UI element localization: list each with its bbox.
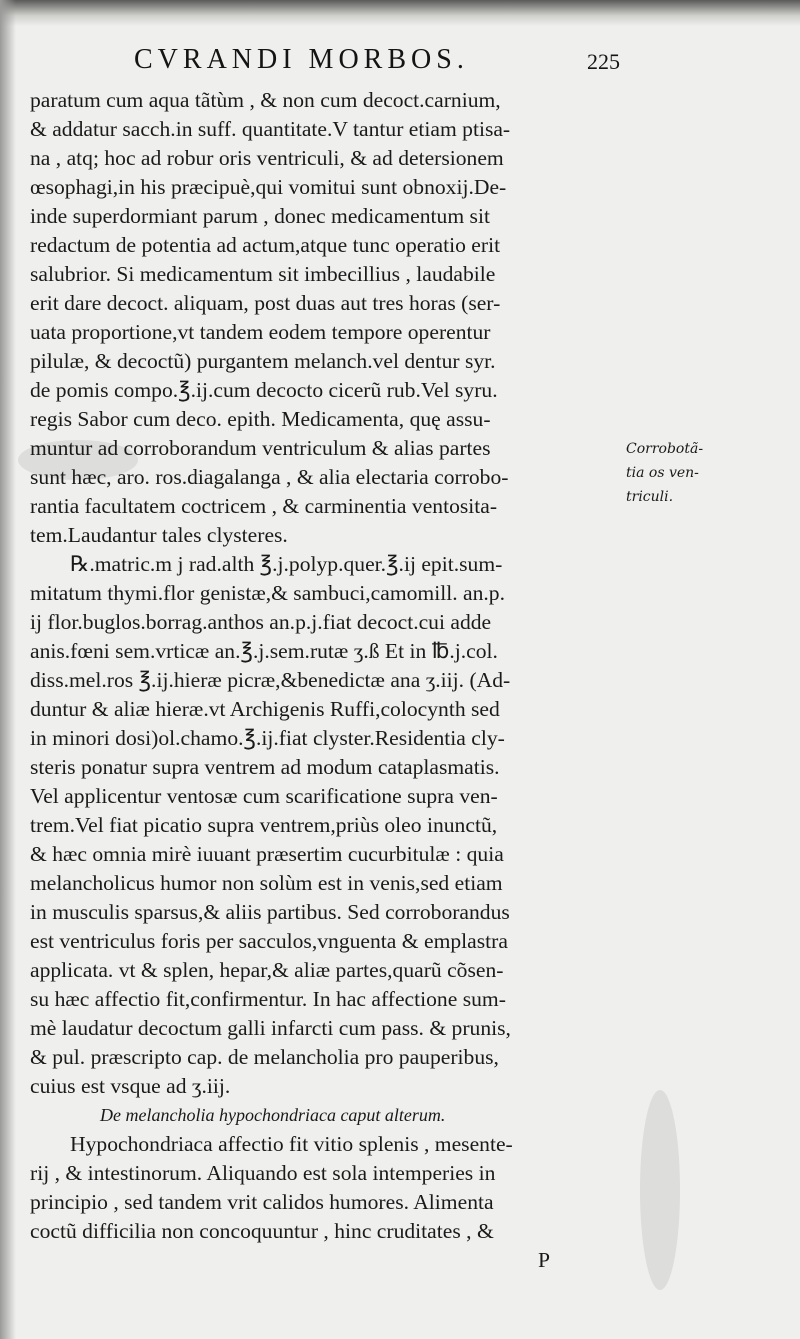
text-line: diss.mel.ros ℥.ij.hieræ picræ,&benedictæ ana ʒ.iij. (Ad- [30, 668, 511, 692]
text-line: salubrior. Si medicamentum sit imbecillius , laudabile [30, 262, 496, 286]
text-line: principio , sed tandem vrit calidos humores. Alimenta [30, 1190, 494, 1214]
text-line: regis Sabor cum deco. epith. Medicamenta, quę assu- [30, 407, 491, 431]
text-line: trem.Vel fiat picatio supra ventrem,priùs oleo inunctũ, [30, 813, 498, 837]
text-line: pilulæ, & decoctũ) purgantem melanch.vel dentur syr. [30, 349, 496, 373]
text-line: muntur ad corroborandum ventriculum & alias partes [30, 436, 491, 460]
text-line: & hæc omnia mirè iuuant præsertim cucurbitulæ : quia [30, 842, 504, 866]
text-line: su hæc affectio fit,confirmentur. In hac affectione sum- [30, 987, 506, 1011]
text-line: sunt hæc, aro. ros.diagalanga , & alia electaria corrobo- [30, 465, 509, 489]
text-line: inde superdormiant parum , donec medicamentum sit [30, 204, 490, 228]
text-line: duntur & aliæ hieræ.vt Archigenis Ruffi,colocynth sed [30, 697, 500, 721]
text-line: rantia facultatem coctricem , & carminentia ventosita- [30, 494, 498, 518]
text-line: cuius est vsque ad ʒ.iij. [30, 1074, 231, 1098]
ink-smudge [640, 1090, 680, 1290]
text-line: & pul. præscripto cap. de melancholia pro pauperibus, [30, 1045, 499, 1069]
text-line: de pomis compo.℥.ij.cum decocto cicerũ rub.Vel syru. [30, 378, 498, 402]
margin-note-line: tia os ven- [626, 465, 699, 481]
recipe-line: ℞.matric.m j rad.alth ℥.j.polyp.quer.℥.ij epit.sum- [70, 552, 503, 576]
text-line: mitatum thymi.flor genistæ,& sambuci,camomill. an.p. [30, 581, 505, 605]
body-text [30, 86, 640, 1275]
text-line: na , atq; hoc ad robur oris ventriculi, & ad detersionem [30, 146, 504, 170]
text-line: steris ponatur supra ventrem ad modum cataplasmatis. [30, 755, 500, 779]
signature-mark: P [537, 1248, 550, 1272]
left-edge-shadow [0, 0, 16, 1339]
text-line: Hypochondriaca affectio fit vitio splenis , mesente- [70, 1132, 513, 1156]
text-line: erit dare decoct. aliquam, post duas aut tres horas (ser- [30, 291, 501, 315]
text-line: rij , & intestinorum. Aliquando est sola intemperies in [30, 1161, 496, 1185]
marginal-note [626, 437, 746, 509]
text-line: coctũ difficilia non concoquuntur , hinc cruditates , & [30, 1219, 494, 1243]
text-line: anis.fœni sem.vrticæ an.℥.j.sem.rutæ ʒ.ß Et in ℔.j.col. [30, 639, 498, 663]
text-line: mè laudatur decoctum galli infarcti cum pass. & prunis, [30, 1016, 511, 1040]
text-line: œsophagi,in his præcipuè,qui vomitui sunt obnoxij.De- [30, 175, 507, 199]
margin-note-line: Corrobotã- [626, 441, 704, 457]
text-line: Vel applicentur ventosæ cum scarificatione supra ven- [30, 784, 498, 808]
text-line: paratum cum aqua tãtùm , & non cum decoct.carnium, [30, 88, 501, 112]
text-line: melancholicus humor non solùm est in venis,sed etiam [30, 871, 503, 895]
text-line: uata proportione,vt tandem eodem tempore operentur [30, 320, 491, 344]
running-head-title: CVRANDI MORBOS. [134, 44, 469, 75]
text-line: est ventriculus foris per sacculos,vnguenta & emplastra [30, 929, 508, 953]
text-line: in minori dosi)ol.chamo.℥.ij.fiat clyster.Residentia cly- [30, 726, 505, 750]
chapter-heading: De melancholia hypochondriaca caput alterum. [100, 1105, 446, 1125]
text-line: in musculis sparsus,& aliis partibus. Sed corroborandus [30, 900, 510, 924]
text-line: ij flor.buglos.borrag.anthos an.p.j.fiat decoct.cui adde [30, 610, 492, 634]
text-line: applicata. vt & splen, hepar,& aliæ partes,quarũ cõsen- [30, 958, 504, 982]
page-number: 225 [587, 49, 620, 74]
text-line: redactum de potentia ad actum,atque tunc operatio erit [30, 233, 501, 257]
top-edge-shadow [0, 0, 800, 26]
text-line: tem.Laudantur tales clysteres. [30, 523, 288, 547]
margin-note-line: triculi. [626, 489, 674, 505]
text-line: & addatur sacch.in suff. quantitate.V tantur etiam ptisa- [30, 117, 511, 141]
